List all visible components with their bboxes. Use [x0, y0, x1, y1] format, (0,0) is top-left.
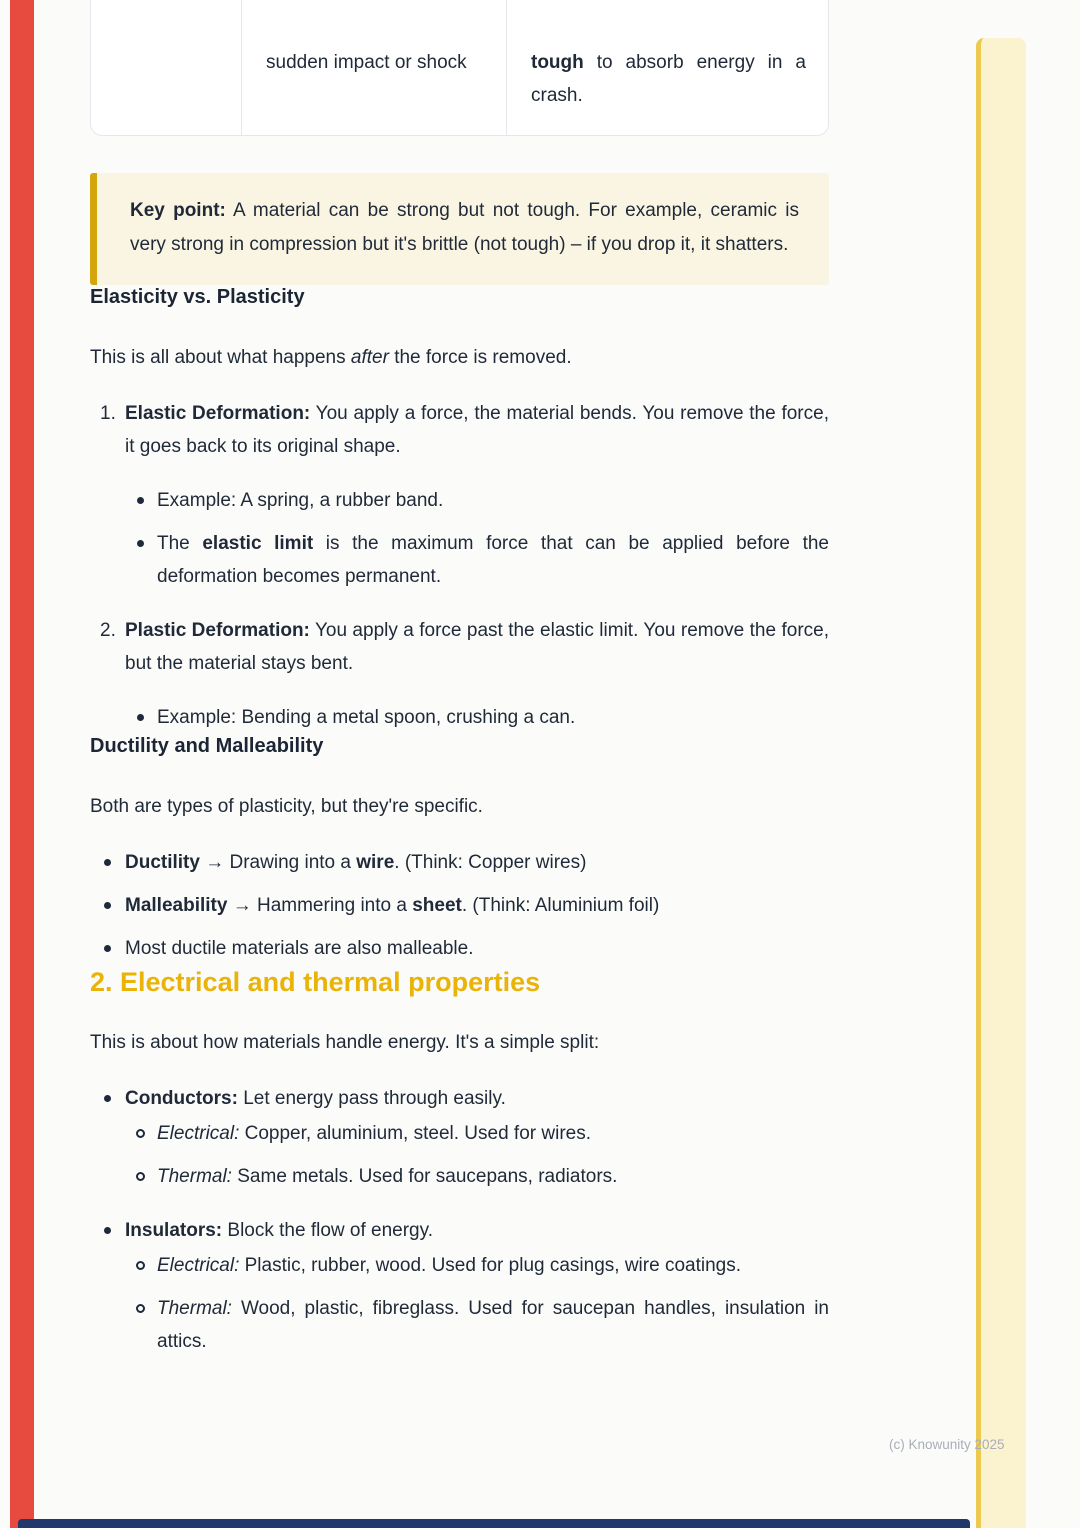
bullet-conductors	[90, 1082, 829, 1115]
bullet-circle-icon	[90, 1292, 157, 1358]
bullet-malleability	[90, 889, 829, 922]
numbered-item-elastic-deformation	[90, 397, 829, 463]
bullet-dot-icon	[90, 889, 125, 922]
bullet-circle-icon	[90, 1117, 157, 1150]
page-content	[90, 0, 829, 1358]
bullet-circle-icon	[90, 1160, 157, 1193]
numbered-item-text: Plastic Deformation: You apply a force past the elastic limit. You remove the force, but the material stays bent.	[125, 620, 829, 674]
bullet-text: Example: A spring, a rubber band.	[157, 490, 444, 511]
copyright-watermark: (c) Knowunity 2025	[889, 1437, 1005, 1452]
bullet-dot-icon	[90, 527, 157, 593]
bullet-text: Thermal: Wood, plastic, fibreglass. Used for saucepan handles, insulation in attics.	[157, 1298, 829, 1352]
bullet-example-spring	[90, 484, 829, 517]
key-point-callout	[90, 173, 829, 285]
bullet-insulators	[90, 1214, 829, 1247]
bullet-dot-icon	[90, 932, 125, 965]
sub-bullet-insulators-thermal	[90, 1292, 829, 1358]
right-page-edge-strip	[976, 38, 1026, 1528]
bullet-text: Ductility → Drawing into a wire. (Think: Copper wires)	[125, 852, 587, 873]
bullet-text: Electrical: Copper, aluminium, steel. Used for wires.	[157, 1123, 591, 1144]
bullet-dot-icon	[90, 1214, 125, 1247]
numbered-item-plastic-deformation	[90, 614, 829, 680]
bullet-ductility	[90, 846, 829, 879]
bullet-text: Electrical: Plastic, rubber, wood. Used for plug casings, wire coatings.	[157, 1255, 741, 1276]
bullet-text: Conductors: Let energy pass through easily.	[125, 1088, 506, 1109]
numbered-item-text: Elastic Deformation: You apply a force, the material bends. You remove the force, it goes back to its original shape.	[125, 403, 829, 457]
bullet-text: Insulators: Block the flow of energy.	[125, 1220, 433, 1241]
bullet-circle-icon	[90, 1249, 157, 1282]
bullet-dot-icon	[90, 701, 157, 734]
key-point-text: Key point: A material can be strong but not tough. For example, ceramic is very strong in compression but it's brittle (not tough) – if you drop it, it shatters.	[130, 200, 799, 255]
bullet-text: Thermal: Same metals. Used for saucepans, radiators.	[157, 1166, 618, 1187]
sub-bullet-conductors-electrical	[90, 1117, 829, 1150]
left-page-edge-bar	[10, 0, 34, 1528]
bullet-elastic-limit	[90, 527, 829, 593]
table-cell-empty	[91, 0, 241, 135]
paragraph-after-force: This is all about what happens after the force is removed.	[90, 347, 572, 368]
bullet-text: The elastic limit is the maximum force that can be applied before the deformation becomes permanent.	[157, 533, 829, 587]
sub-bullet-insulators-electrical	[90, 1249, 829, 1282]
sub-bullet-conductors-thermal	[90, 1160, 829, 1193]
bottom-page-edge-bar	[18, 1519, 970, 1528]
paragraph-energy-split: This is about how materials handle energy. It's a simple split:	[90, 1032, 600, 1053]
bullet-text: Example: Bending a metal spoon, crushing a can.	[157, 707, 576, 728]
bullet-dot-icon	[90, 484, 157, 517]
bullet-example-spoon	[90, 701, 829, 734]
heading-ductility-malleability: Ductility and Malleability	[90, 735, 324, 757]
table-fragment	[90, 0, 829, 136]
list-number: 1.	[100, 403, 116, 424]
paragraph-plasticity-types: Both are types of plasticity, but they're specific.	[90, 796, 483, 817]
heading-elasticity-vs-plasticity: Elasticity vs. Plasticity	[90, 286, 305, 308]
list-number: 2.	[100, 620, 116, 641]
bullet-text: Malleability → Hammering into a sheet. (Think: Aluminium foil)	[125, 895, 660, 916]
bullet-most-ductile	[90, 932, 829, 965]
table-cell-impact: sudden impact or shock	[241, 0, 506, 135]
bullet-dot-icon	[90, 846, 125, 879]
heading-electrical-thermal: 2. Electrical and thermal properties	[90, 967, 541, 997]
bullet-text: Most ductile materials are also malleable.	[125, 938, 474, 959]
table-cell-tough: tough to absorb energy in a crash.	[506, 0, 829, 135]
bullet-dot-icon	[90, 1082, 125, 1115]
